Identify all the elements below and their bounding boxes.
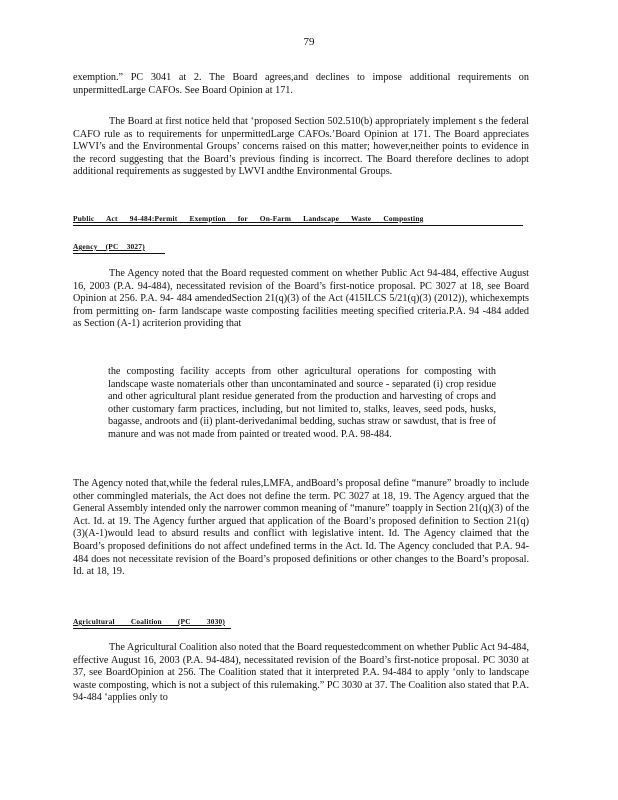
- paragraph-agency-noted: The Agency noted that the Board requested comment on whether Public Act 94-484, effective August 16, 2003 (P.A. 94-484), necessitated revision of the Board’s first-notice proposal. PC 3027 at 18, see Board Opinion at 256. P.A. 94- 484 amendedSection 21(q)(3) of the Act (415ILCS 5/21(q)(3) (2012)), whichexempts from permitting on- farm landscape waste composting facilities meeting specified criteria.P.A. 94 -484 added as Section (A-1) acriterion providing that: [73, 268, 529, 330]
- subheading-agency: Agency (PC 3027): [73, 242, 145, 251]
- subheading-underline: [73, 253, 165, 254]
- subheading-agricultural-coalition: Agricultural Coalition (PC 3030): [73, 617, 226, 626]
- page-number: 79: [303, 36, 315, 48]
- paragraph-exemption: exemption.” PC 3041 at 2. The Board agrees,and declines to impose additional requirements on unpermittedLarge CAFOs. See Board Opinion at 171.: [73, 72, 529, 96]
- section-heading-public-act: Public Act 94-484:Permit Exemption for On-Farm Landscape Waste Composting: [73, 214, 424, 223]
- paragraph-agency-manure: The Agency noted that,while the federal rules,LMFA, andBoard’s proposal define “manure” broadly to include other commingled materials, the Act does not define the term. PC 3027 at 18, 19. The Agency argued that the General Assembly intended only the narrower common meaning of “manure” toapply in Section 21(q)(3) of the Act. Id. at 19. The Agency further argued that application of the Board’s proposed definition to Section 21(q)(3)(A-1)would lead to absurd results and conflict with legislative intent. Id. The Agency claimed that the Board’s proposed definitions do not affect undefined terms in the Act. Id. The Agency concluded that P.A. 94-484 does not necessitate revision of the Board’s proposed definitions or other changes to the Board’s proposal. Id. at 18, 19.: [73, 478, 529, 578]
- block-quote-criterion: the composting facility accepts from other agricultural operations for composting with landscape waste nomaterials other than uncontaminated and source - separated (i) crop residue and other agricultural plant residue generated from the production and harvesting of crops and other customary farm practices, including, but not limited to, stalks, leaves, seed pods, husks, bagasse, androots and (ii) plant-derivedanimal bedding, suchas straw or sawdust, that is free of manure and was not made from painted or treated wood. P.A. 98-484.: [108, 366, 496, 440]
- paragraph-board-first-notice: The Board at first notice held that ‘proposed Section 502.510(b) appropriately implement s the federal CAFO rule as to requirements for unpermittedLarge CAFOs.’Board Opinion at 171. The Board appreciates LWVI’s and the Environmental Groups’ concerns raised on this matter; however,neither points to evidence in the record suggesting that the Board’s previous finding is incorrect. The Board therefore declines to adopt additional requirements as suggested by LWVI andthe Environmental Groups.: [73, 116, 529, 178]
- paragraph-agricultural-coalition: The Agricultural Coalition also noted that the Board requestedcomment on whether Public Act 94-484, effective August 16, 2003 (P.A. 94-484), necessitated revision of the Board’s first-notice proposal. PC 3030 at 37, see BoardOpinion at 256. The Coalition stated that it interpreted P.A. 94-484 to apply ‘only to landscape waste composting, which is not a subject of this rulemaking.” PC 3030 at 37. The Coalition also stated that P.A. 94-484 ‘applies only to: [73, 642, 529, 704]
- heading-underline: [73, 225, 523, 226]
- subheading-underline: [73, 628, 231, 629]
